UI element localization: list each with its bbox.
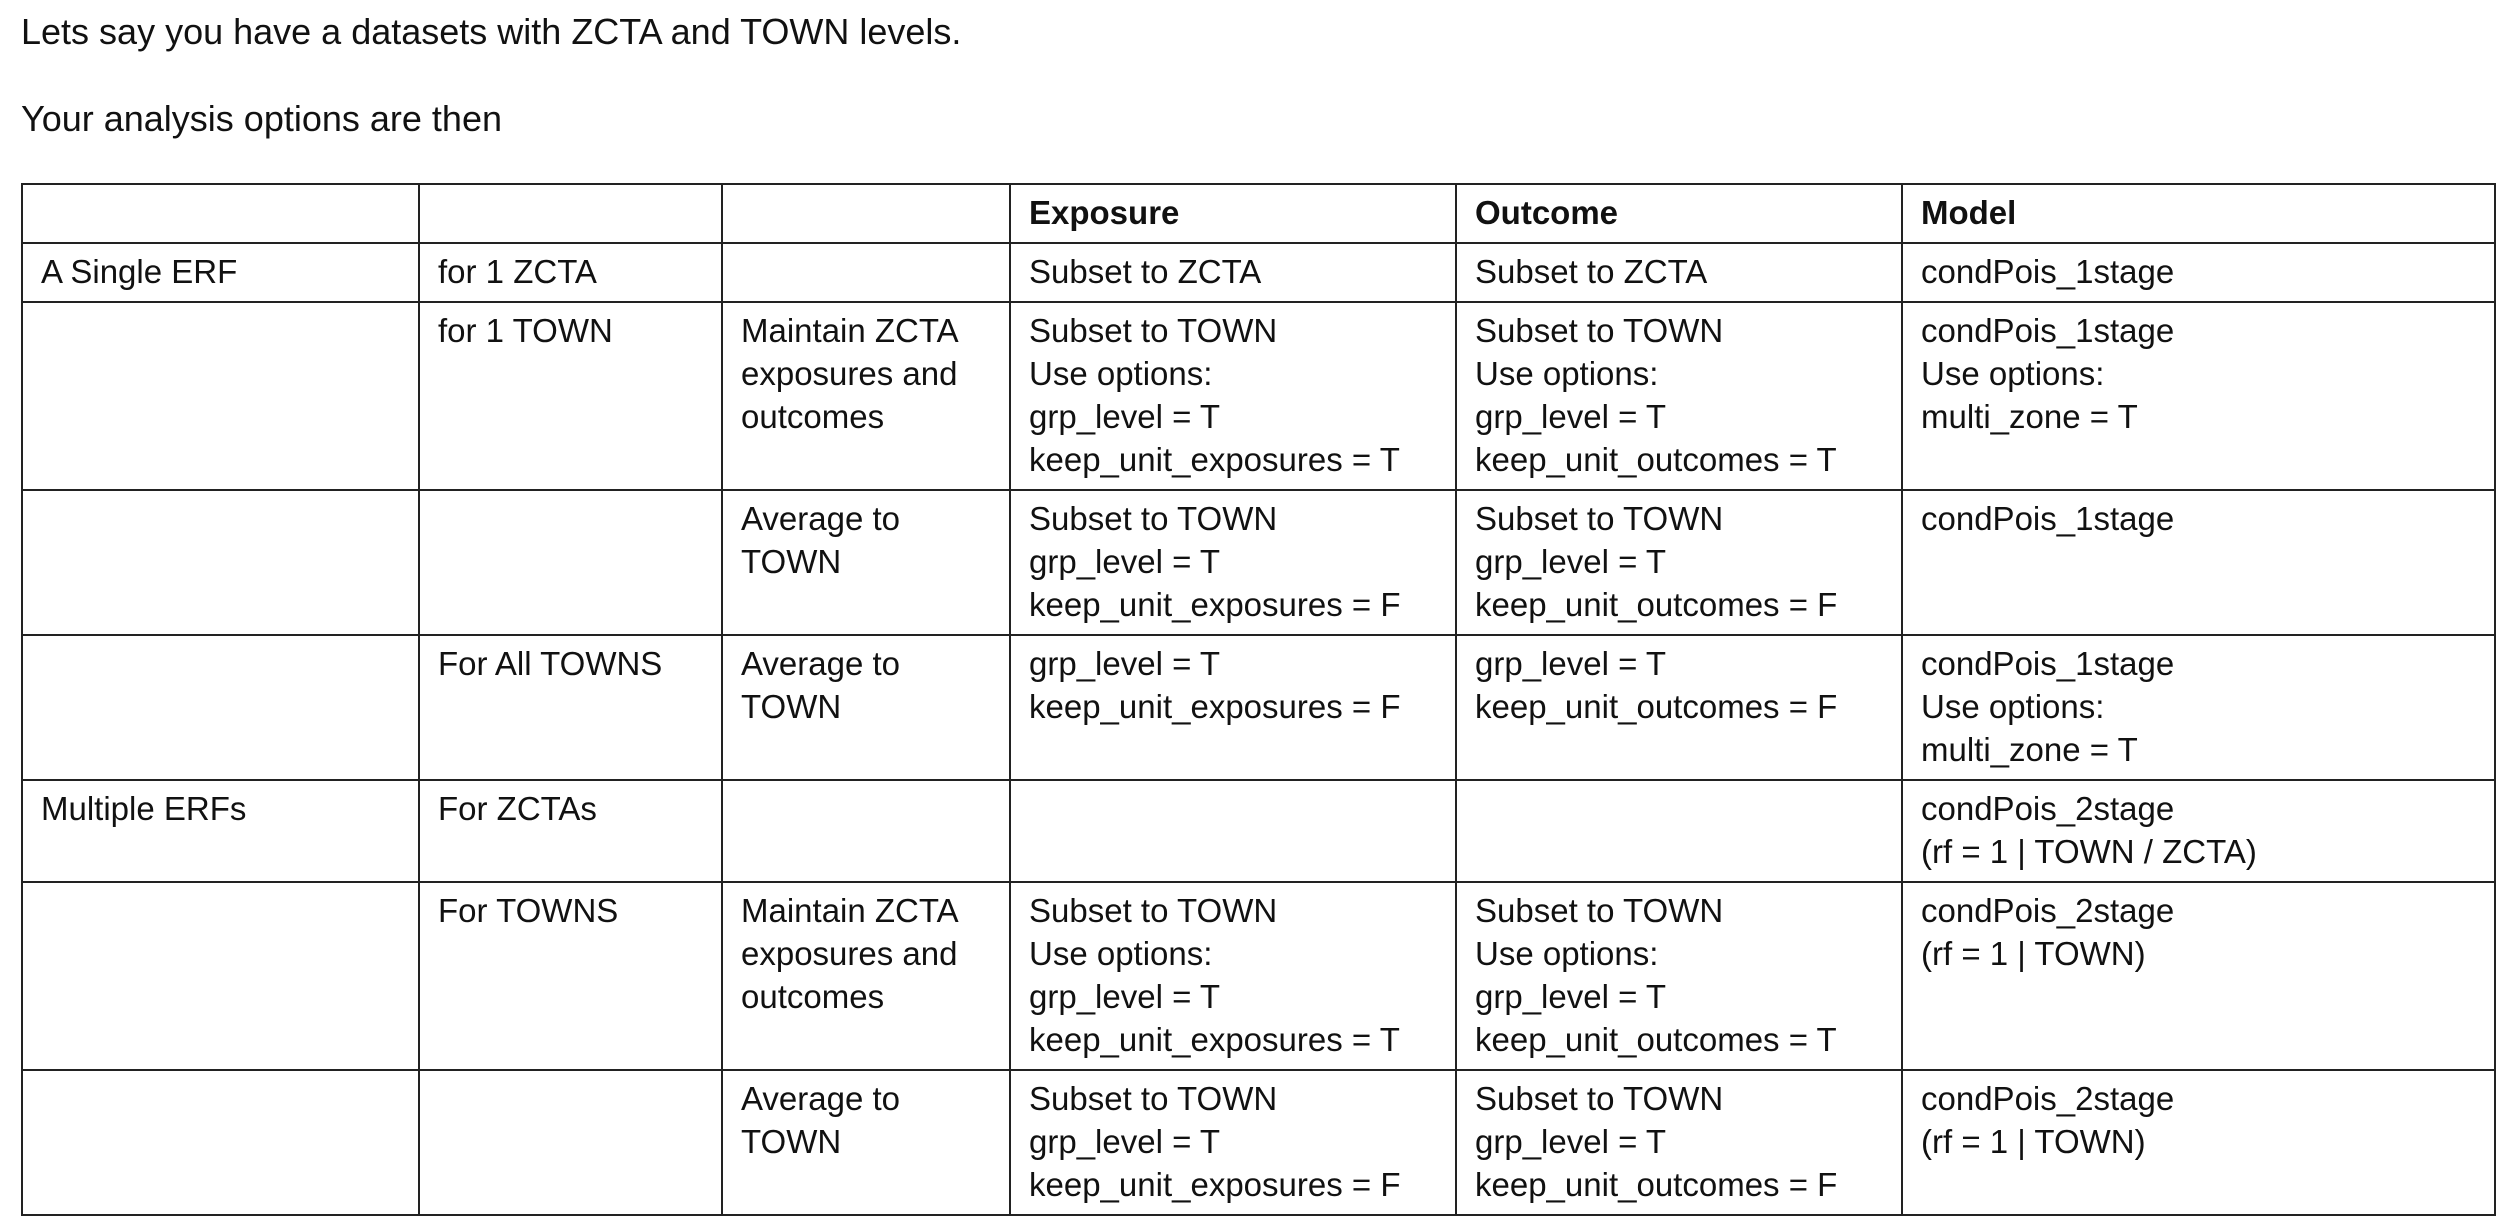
table-row xyxy=(22,780,2495,882)
header-cell-outcome: Outcome xyxy=(1456,184,1902,243)
erf-cell xyxy=(22,302,419,490)
header-cell-method xyxy=(722,184,1010,243)
erf-cell xyxy=(22,490,419,635)
model-cell: condPois_2stage (rf = 1 | TOWN / ZCTA) xyxy=(1902,780,2495,882)
level-cell xyxy=(419,490,722,635)
exposure-cell: Subset to TOWN grp_level = T keep_unit_exposures = F xyxy=(1010,1070,1456,1215)
level-cell: for 1 ZCTA xyxy=(419,243,722,302)
model-cell: condPois_1stage Use options: multi_zone = T xyxy=(1902,302,2495,490)
exposure-cell: Subset to TOWN Use options: grp_level = T keep_unit_exposures = T xyxy=(1010,882,1456,1070)
method-cell: Average to TOWN xyxy=(722,635,1010,780)
method-cell: Maintain ZCTA exposures and outcomes xyxy=(722,882,1010,1070)
level-cell: For TOWNS xyxy=(419,882,722,1070)
model-cell: condPois_1stage Use options: multi_zone = T xyxy=(1902,635,2495,780)
table-row xyxy=(22,490,2495,635)
outcome-cell: Subset to TOWN Use options: grp_level = T keep_unit_outcomes = T xyxy=(1456,302,1902,490)
method-cell xyxy=(722,243,1010,302)
erf-cell xyxy=(22,882,419,1070)
outcome-cell: Subset to TOWN Use options: grp_level = T keep_unit_outcomes = T xyxy=(1456,882,1902,1070)
table-row xyxy=(22,882,2495,1070)
model-cell: condPois_1stage xyxy=(1902,243,2495,302)
table-row xyxy=(22,243,2495,302)
method-cell: Average to TOWN xyxy=(722,490,1010,635)
outcome-cell: Subset to ZCTA xyxy=(1456,243,1902,302)
analysis-options-table xyxy=(21,183,2496,1216)
erf-cell xyxy=(22,1070,419,1215)
table-row xyxy=(22,635,2495,780)
intro-sentence: Lets say you have a datasets with ZCTA and TOWN levels. xyxy=(21,11,962,52)
erf-cell: Multiple ERFs xyxy=(22,780,419,882)
erf-cell xyxy=(22,635,419,780)
intro-lead-in: Your analysis options are then xyxy=(21,98,502,139)
model-cell: condPois_2stage (rf = 1 | TOWN) xyxy=(1902,1070,2495,1215)
exposure-cell: Subset to ZCTA xyxy=(1010,243,1456,302)
model-cell: condPois_2stage (rf = 1 | TOWN) xyxy=(1902,882,2495,1070)
exposure-cell xyxy=(1010,780,1456,882)
level-cell: for 1 TOWN xyxy=(419,302,722,490)
table-row xyxy=(22,1070,2495,1215)
exposure-cell: grp_level = T keep_unit_exposures = F xyxy=(1010,635,1456,780)
header-cell-model: Model xyxy=(1902,184,2495,243)
model-cell: condPois_1stage xyxy=(1902,490,2495,635)
header-cell-erf xyxy=(22,184,419,243)
table-row xyxy=(22,302,2495,490)
method-cell xyxy=(722,780,1010,882)
outcome-cell: Subset to TOWN grp_level = T keep_unit_outcomes = F xyxy=(1456,490,1902,635)
outcome-cell xyxy=(1456,780,1902,882)
exposure-cell: Subset to TOWN grp_level = T keep_unit_exposures = F xyxy=(1010,490,1456,635)
erf-cell: A Single ERF xyxy=(22,243,419,302)
table-header-row xyxy=(22,184,2495,243)
level-cell xyxy=(419,1070,722,1215)
outcome-cell: Subset to TOWN grp_level = T keep_unit_outcomes = F xyxy=(1456,1070,1902,1215)
exposure-cell: Subset to TOWN Use options: grp_level = T keep_unit_exposures = T xyxy=(1010,302,1456,490)
method-cell: Average to TOWN xyxy=(722,1070,1010,1215)
level-cell: For ZCTAs xyxy=(419,780,722,882)
header-cell-exposure: Exposure xyxy=(1010,184,1456,243)
method-cell: Maintain ZCTA exposures and outcomes xyxy=(722,302,1010,490)
outcome-cell: grp_level = T keep_unit_outcomes = F xyxy=(1456,635,1902,780)
header-cell-level xyxy=(419,184,722,243)
level-cell: For All TOWNS xyxy=(419,635,722,780)
